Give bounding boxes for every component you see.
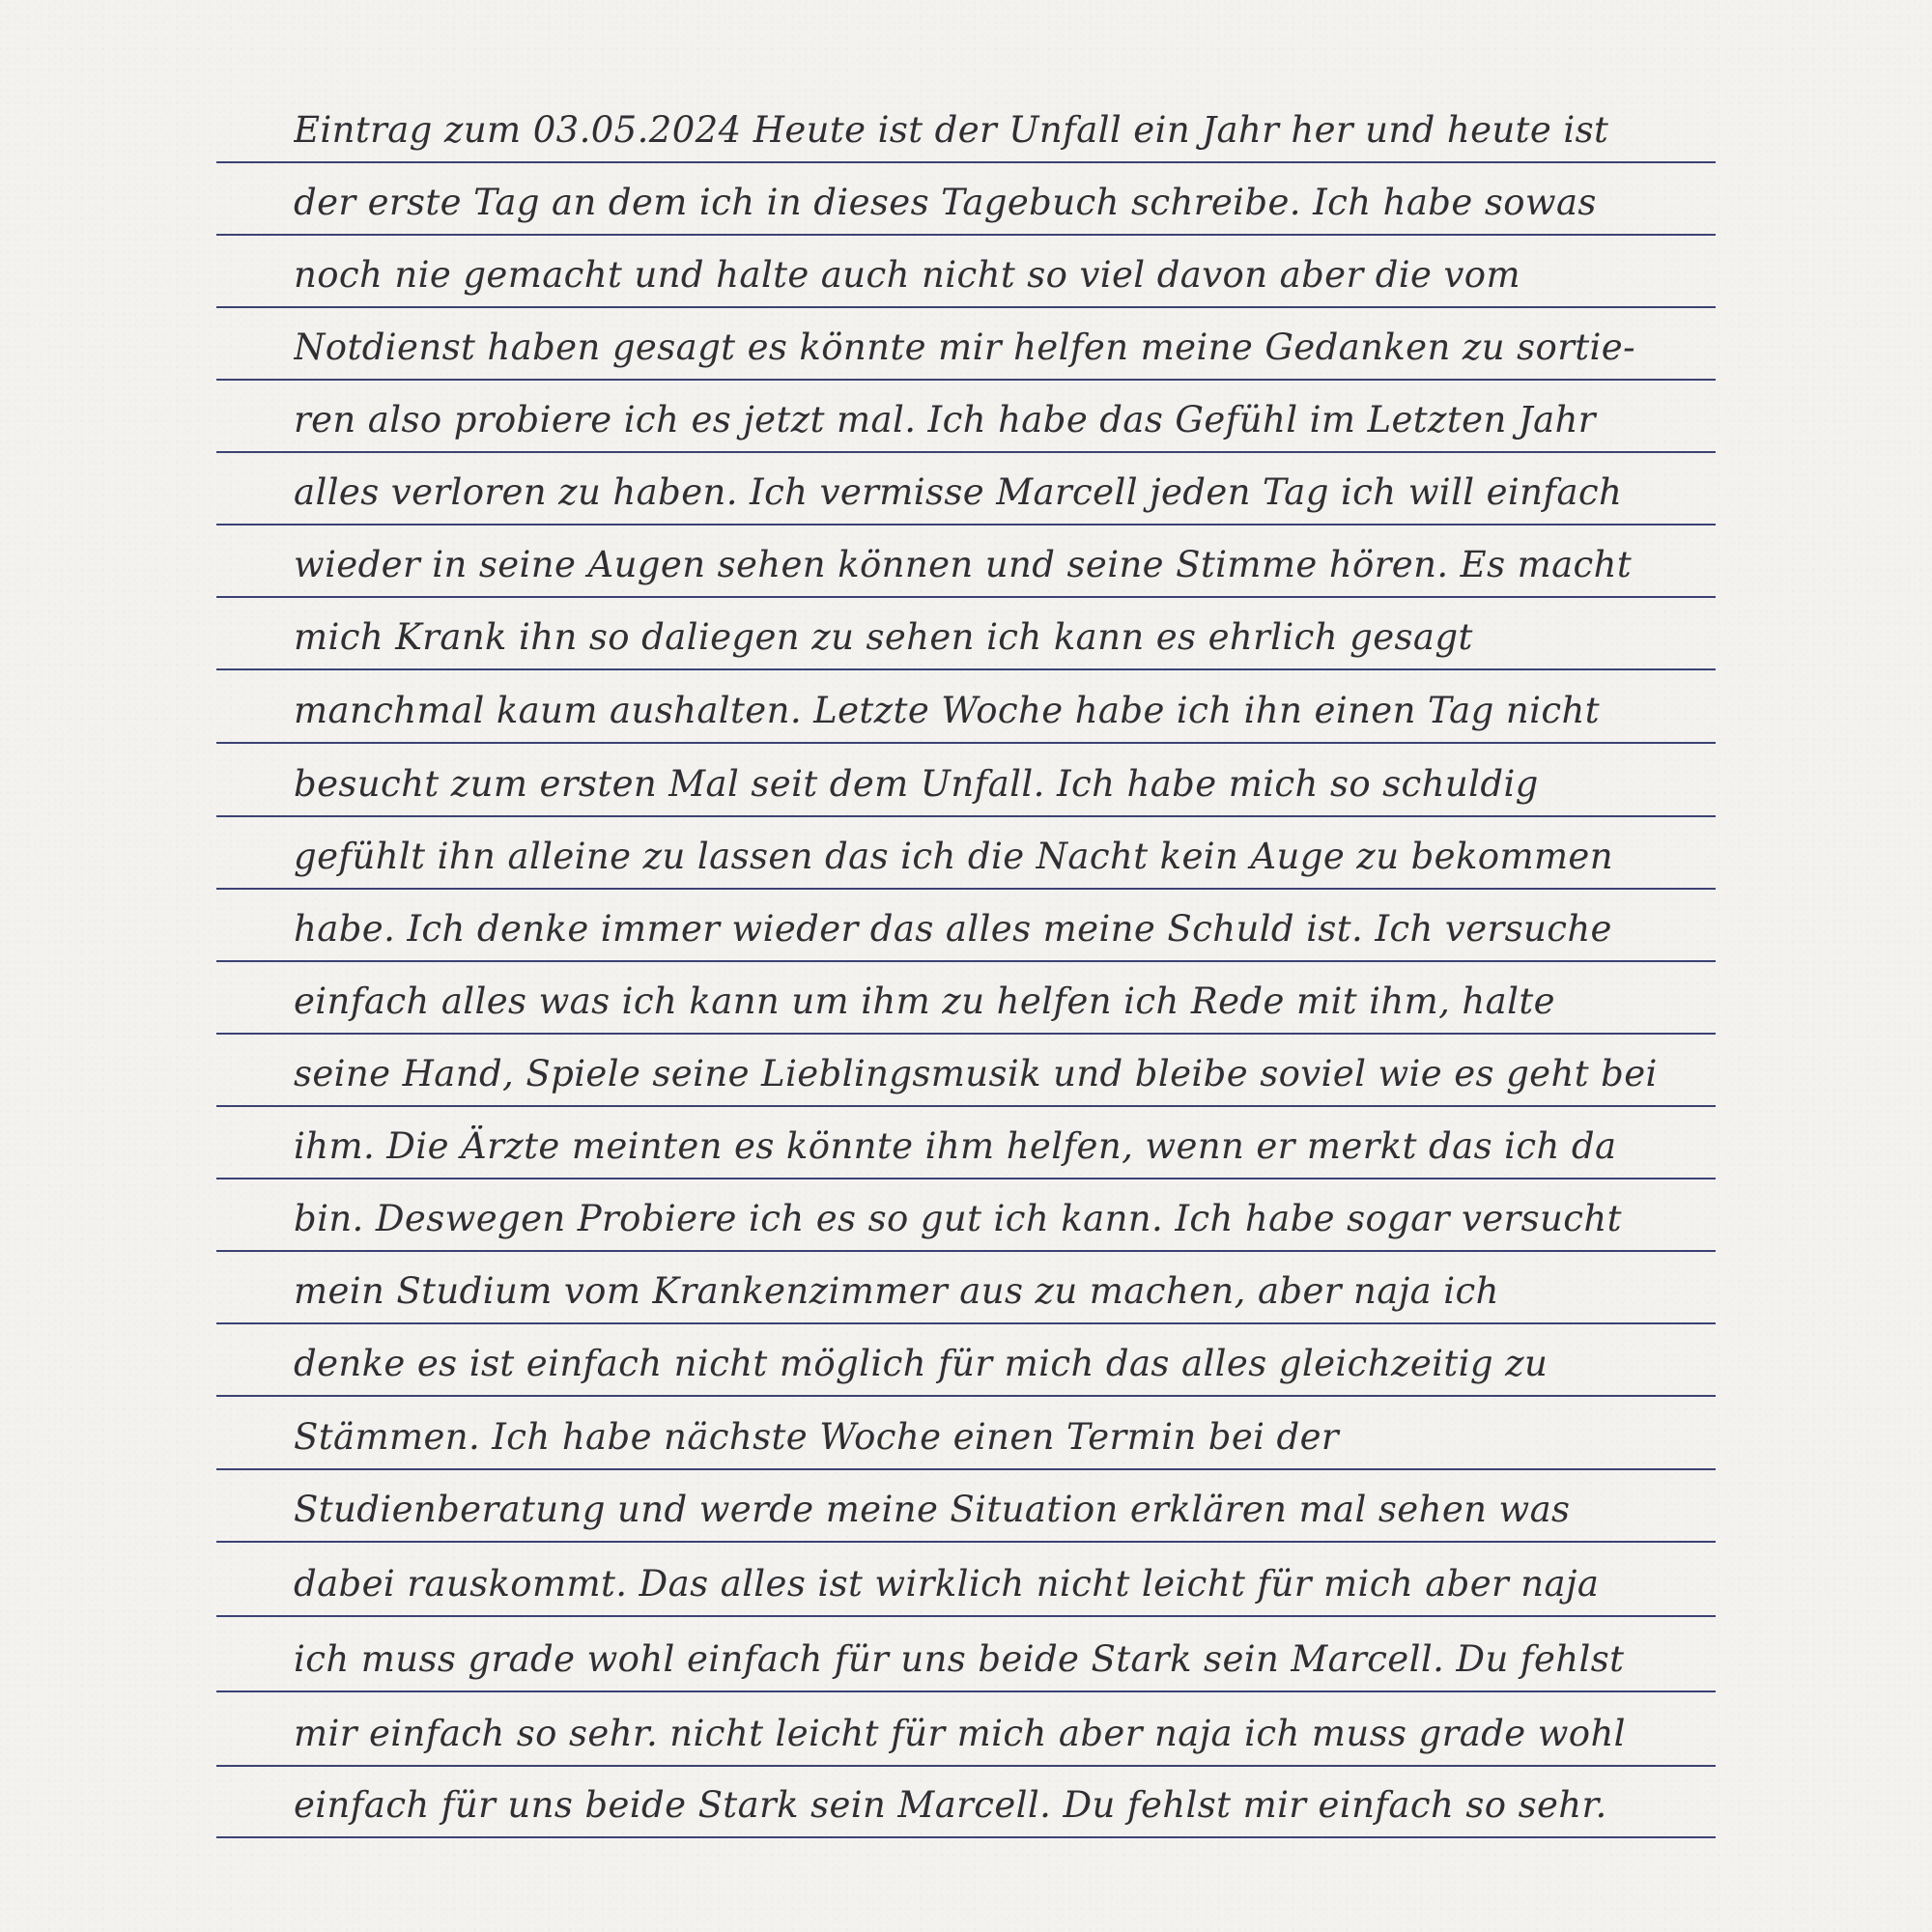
ruled-line xyxy=(216,745,1716,817)
diary-line-text: mein Studium vom Krankenzimmer aus zu machen, aber naja ich xyxy=(294,1270,1499,1312)
ruled-line xyxy=(216,1694,1716,1767)
ruled-line xyxy=(216,1398,1716,1470)
diary-line-text: Eintrag zum 03.05.2024 Heute ist der Unfall ein Jahr her und heute ist xyxy=(294,109,1609,151)
ruled-line xyxy=(216,817,1716,890)
ruled-line xyxy=(216,1620,1716,1692)
diary-line-text: noch nie gemacht und halte auch nicht so viel davon aber die vom xyxy=(294,254,1520,296)
ruled-line xyxy=(216,526,1716,598)
ruled-line xyxy=(216,962,1716,1035)
diary-line-text: habe. Ich denke immer wieder das alles meine Schuld ist. Ich versuche xyxy=(294,908,1612,950)
ruled-line xyxy=(216,1324,1716,1397)
diary-line-text: mir einfach so sehr. nicht leicht für mich aber naja ich muss grade wohl xyxy=(294,1713,1626,1754)
ruled-line xyxy=(216,381,1716,453)
diary-line-text: besucht zum ersten Mal seit dem Unfall. Ich habe mich so schuldig xyxy=(294,763,1539,805)
ruled-line xyxy=(216,1252,1716,1324)
diary-line-text: bin. Deswegen Probiere ich es so gut ich kann. Ich habe sogar versucht xyxy=(294,1198,1622,1239)
ruled-line xyxy=(216,1545,1716,1617)
ruled-line xyxy=(216,308,1716,381)
diary-line-text: der erste Tag an dem ich in dieses Tagebuch schreibe. Ich habe sowas xyxy=(294,182,1597,223)
ruled-line xyxy=(216,91,1716,163)
diary-line-text: gefühlt ihn alleine zu lassen das ich die Nacht kein Auge zu bekommen xyxy=(294,836,1613,877)
diary-line-text: denke es ist einfach nicht möglich für mich das alles gleichzeitig zu xyxy=(294,1343,1548,1384)
ruled-line xyxy=(216,163,1716,236)
diary-line-text: manchmal kaum aushalten. Letzte Woche habe ich ihn einen Tag nicht xyxy=(294,690,1600,731)
diary-line-text: alles verloren zu haben. Ich vermisse Marcell jeden Tag ich will einfach xyxy=(294,471,1623,513)
ruled-line xyxy=(216,1035,1716,1107)
diary-line-text: Studienberatung und werde meine Situation erklären mal sehen was xyxy=(294,1489,1571,1530)
diary-line-text: dabei rauskommt. Das alles ist wirklich nicht leicht für mich aber naja xyxy=(294,1563,1600,1605)
diary-line-text: ren also probiere ich es jetzt mal. Ich habe das Gefühl im Letzten Jahr xyxy=(294,399,1596,440)
ruled-line xyxy=(216,890,1716,962)
ruled-line xyxy=(216,1470,1716,1543)
diary-line-text: einfach alles was ich kann um ihm zu helfen ich Rede mit ihm, halte xyxy=(294,980,1555,1022)
ruled-line xyxy=(216,1107,1716,1179)
ruled-line xyxy=(216,671,1716,744)
ruled-line xyxy=(216,236,1716,308)
ruled-line xyxy=(216,598,1716,670)
diary-line-text: seine Hand, Spiele seine Lieblingsmusik und bleibe soviel wie es geht bei xyxy=(294,1053,1658,1094)
diary-line-text: ich muss grade wohl einfach für uns beide Stark sein Marcell. Du fehlst xyxy=(294,1638,1625,1680)
diary-line-text: Stämmen. Ich habe nächste Woche einen Termin bei der xyxy=(294,1416,1340,1458)
diary-line-text: Notdienst haben gesagt es könnte mir helfen meine Gedanken zu sortie- xyxy=(294,327,1635,368)
diary-line-text: mich Krank ihn so daliegen zu sehen ich kann es ehrlich gesagt xyxy=(294,616,1473,658)
ruled-line xyxy=(216,1766,1716,1838)
ruled-line xyxy=(216,453,1716,526)
diary-line-text: ihm. Die Ärzte meinten es könnte ihm helfen, wenn er merkt das ich da xyxy=(294,1125,1617,1167)
diary-line-text: einfach für uns beide Stark sein Marcell. Du fehlst mir einfach so sehr. xyxy=(294,1784,1607,1826)
ruled-line xyxy=(216,1179,1716,1252)
diary-line-text: wieder in seine Augen sehen können und seine Stimme hören. Es macht xyxy=(294,544,1633,585)
